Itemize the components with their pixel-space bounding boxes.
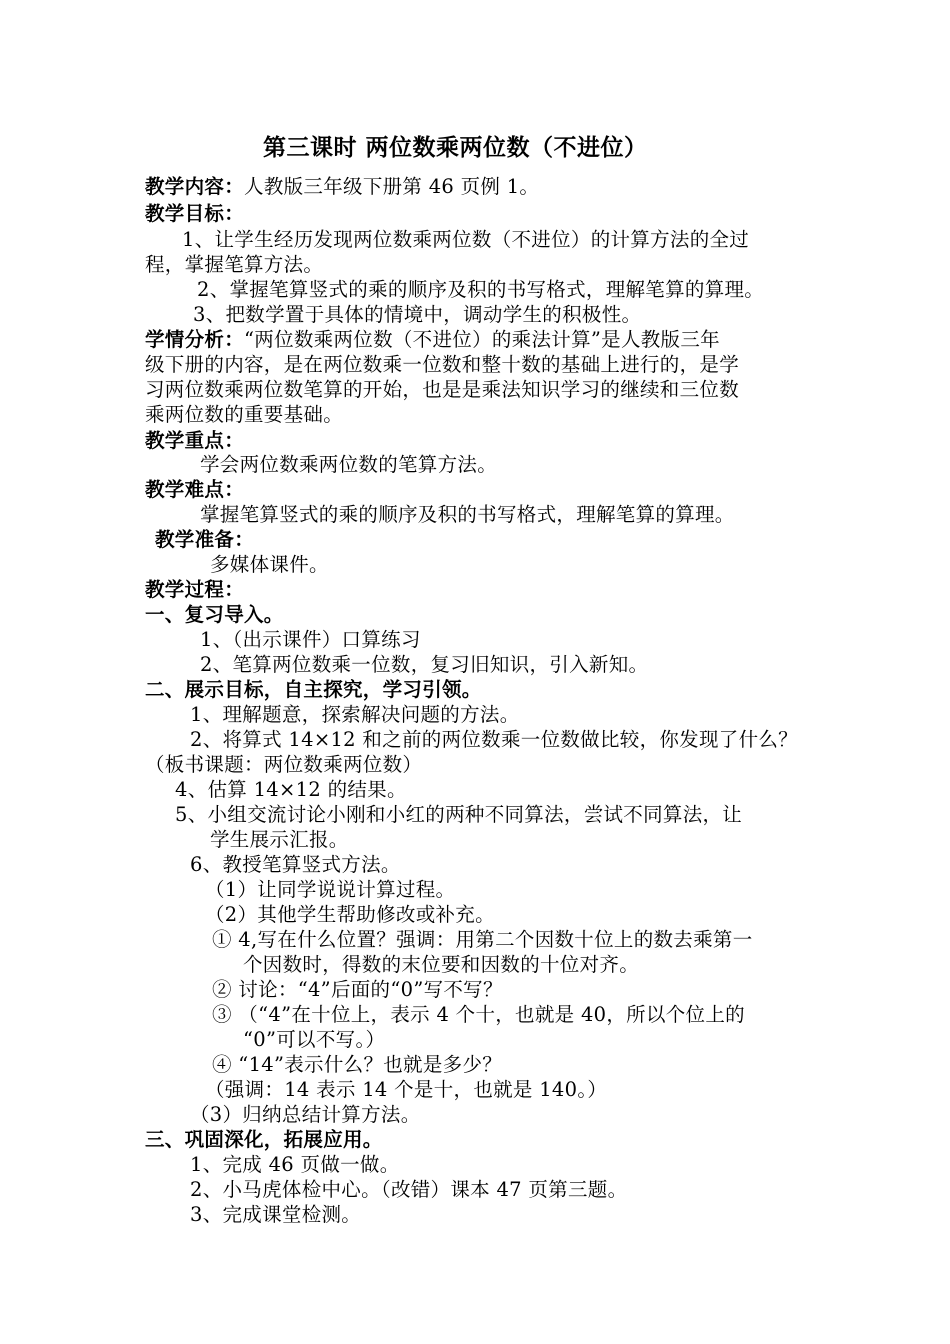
analysis-text-1: “两位数乘两位数（不进位）的乘法计算”是人教版三年 (244, 328, 720, 351)
section-2-item-4: 4、估算 14×12 的结果。 (175, 778, 407, 801)
section-3-item-2: 2、小马虎体检中心。（改错）课本 47 页第三题。 (190, 1178, 628, 1201)
section-1-heading: 一、复习导入。 (145, 603, 284, 626)
section-3-item-3: 3、完成课堂检测。 (190, 1203, 362, 1226)
analysis-line-4: 乘两位数的重要基础。 (145, 403, 344, 426)
section-2-item-5-cont: 学生展示汇报。 (210, 828, 349, 851)
difficulty-label: 教学难点： (145, 478, 245, 501)
section-1-item-1: 1、（出示课件）口算练习 (200, 628, 421, 651)
preparation-label: 教学准备： (155, 528, 255, 551)
key-point-text: 学会两位数乘两位数的笔算方法。 (200, 453, 498, 476)
teaching-content-text: 人教版三年级下册第 46 页例 1。 (244, 175, 540, 198)
goal-item-3: 3、把数学置于具体的情境中，调动学生的积极性。 (193, 303, 642, 326)
section-1-item-2: 2、笔算两位数乘一位数，复习旧知识，引入新知。 (200, 653, 649, 676)
point-1-cont: 个因数时，得数的末位要和因数的十位对齐。 (243, 953, 640, 976)
step-3: （3）归纳总结计算方法。 (190, 1103, 421, 1126)
section-2-item-5: 5、小组交流讨论小刚和小红的两种不同算法，尝试不同算法，让 (175, 803, 743, 826)
section-2-item-2-note: （板书课题：两位数乘两位数） (145, 753, 423, 776)
page-title: 第三课时 两位数乘两位数（不进位） (263, 134, 648, 161)
analysis-line-1 (145, 327, 720, 353)
goal-item-2: 2、掌握笔算竖式的乘的顺序及积的书写格式，理解笔算的算理。 (197, 278, 765, 301)
step-1: （1）让同学说说计算过程。 (205, 878, 456, 901)
section-2-item-6: 6、教授笔算竖式方法。 (190, 853, 401, 876)
analysis-line-3: 习两位数乘两位数笔算的开始，也是是乘法知识学习的继续和三位数 (145, 378, 740, 401)
point-1: ① 4,写在什么位置？强调：用第二个因数十位上的数去乘第一 (212, 928, 753, 951)
emphasis-note: （强调：14 表示 14 个是十，也就是 140。） (205, 1078, 608, 1101)
teaching-content-line (145, 174, 539, 200)
teaching-content-label: 教学内容： (145, 175, 245, 198)
analysis-label: 学情分析： (145, 328, 245, 351)
section-2-item-1: 1、理解题意，探索解决问题的方法。 (190, 703, 520, 726)
section-3-heading: 三、巩固深化，拓展应用。 (145, 1128, 383, 1151)
process-label: 教学过程： (145, 578, 245, 601)
goal-item-1: 1、让学生经历发现两位数乘两位数（不进位）的计算方法的全过 (182, 228, 750, 251)
section-2-heading: 二、展示目标，自主探究，学习引领。 (145, 678, 482, 701)
key-point-label: 教学重点： (145, 429, 245, 452)
point-4: ④ “14”表示什么？也就是多少？ (212, 1053, 503, 1076)
point-3-cont: “0”可以不写。） (243, 1028, 386, 1051)
section-2-item-2: 2、将算式 14×12 和之前的两位数乘一位数做比较，你发现了什么？ (190, 728, 798, 751)
point-2: ② 讨论：“4”后面的“0”写不写？ (212, 978, 503, 1001)
goal-item-1-cont: 程，掌握笔算方法。 (145, 253, 324, 276)
preparation-text: 多媒体课件。 (210, 553, 329, 576)
point-3: ③ （“4”在十位上，表示 4 个十，也就是 40，所以个位上的 (212, 1003, 745, 1026)
difficulty-text: 掌握笔算竖式的乘的顺序及积的书写格式，理解笔算的算理。 (200, 503, 735, 526)
section-3-item-1: 1、完成 46 页做一做。 (190, 1153, 400, 1176)
teaching-goals-label: 教学目标： (145, 202, 245, 225)
step-2: （2）其他学生帮助修改或补充。 (205, 903, 495, 926)
analysis-line-2: 级下册的内容，是在两位数乘一位数和整十数的基础上进行的，是学 (145, 353, 740, 376)
